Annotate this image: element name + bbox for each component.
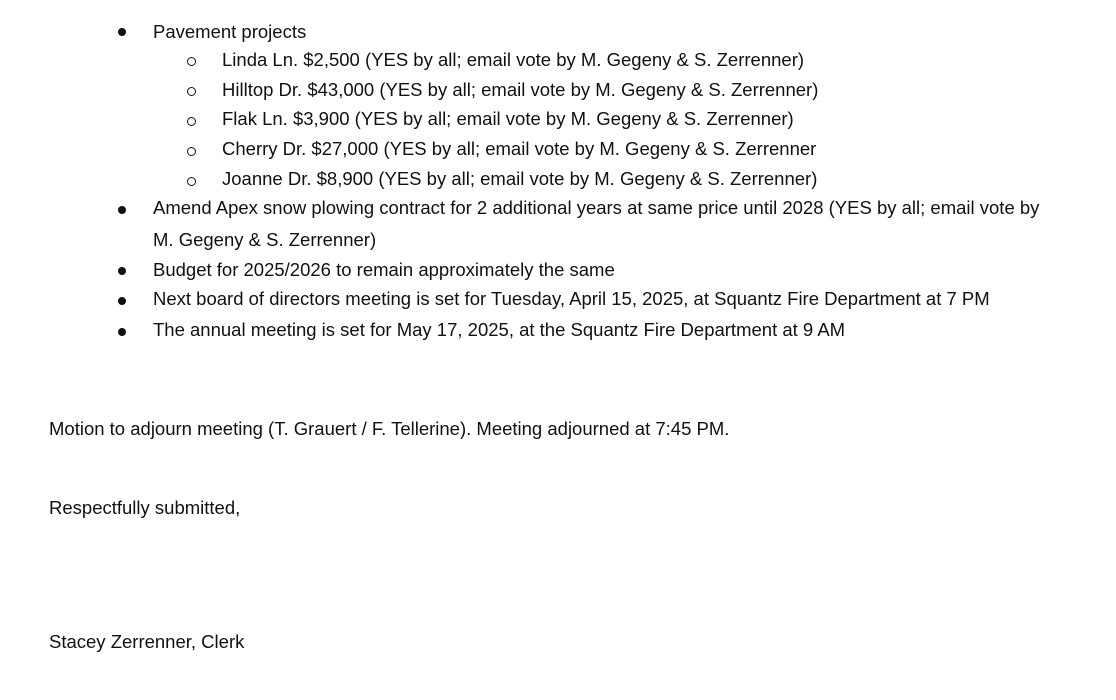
signature-clerk: Stacey Zerrenner, Clerk xyxy=(49,631,245,652)
sub-bullet-marker xyxy=(187,57,196,66)
bullet-marker xyxy=(118,206,126,214)
agenda-item-budget: Budget for 2025/2026 to remain approximately the same xyxy=(153,259,615,280)
bullet-marker xyxy=(118,28,126,36)
bullet-marker xyxy=(118,267,126,275)
closing-line: Respectfully submitted, xyxy=(49,497,241,518)
bullet-marker xyxy=(118,297,126,305)
pavement-subitem-hilltop: Hilltop Dr. $43,000 (YES by all; email vote by M. Gegeny & S. Zerrenner) xyxy=(222,79,819,100)
sub-bullet-marker xyxy=(187,87,196,96)
sub-bullet-marker xyxy=(187,147,196,156)
agenda-item-next-meeting: Next board of directors meeting is set for Tuesday, April 15, 2025, at Squantz Fire Department at 7 PM xyxy=(153,288,990,309)
adjourn-motion: Motion to adjourn meeting (T. Grauert / F. Tellerine). Meeting adjourned at 7:45 PM. xyxy=(49,418,730,439)
pavement-subitem-cherry: Cherry Dr. $27,000 (YES by all; email vote by M. Gegeny & S. Zerrenner xyxy=(222,138,817,159)
agenda-item-pavement: Pavement projects xyxy=(153,21,307,42)
sub-bullet-marker xyxy=(187,177,196,186)
pavement-subitem-joanne: Joanne Dr. $8,900 (YES by all; email vote by M. Gegeny & S. Zerrenner) xyxy=(222,168,818,189)
bullet-marker xyxy=(118,328,126,336)
pavement-subitem-flak: Flak Ln. $3,900 (YES by all; email vote by M. Gegeny & S. Zerrenner) xyxy=(222,108,794,129)
pavement-subitem-linda: Linda Ln. $2,500 (YES by all; email vote by M. Gegeny & S. Zerrenner) xyxy=(222,49,805,70)
agenda-item-snow-contract-line2: M. Gegeny & S. Zerrenner) xyxy=(153,229,377,250)
agenda-item-snow-contract-line1: Amend Apex snow plowing contract for 2 additional years at same price until 2028 (YES by all; email vote by xyxy=(153,197,1040,218)
agenda-item-annual-meeting: The annual meeting is set for May 17, 2025, at the Squantz Fire Department at 9 AM xyxy=(153,319,846,340)
sub-bullet-marker xyxy=(187,117,196,126)
